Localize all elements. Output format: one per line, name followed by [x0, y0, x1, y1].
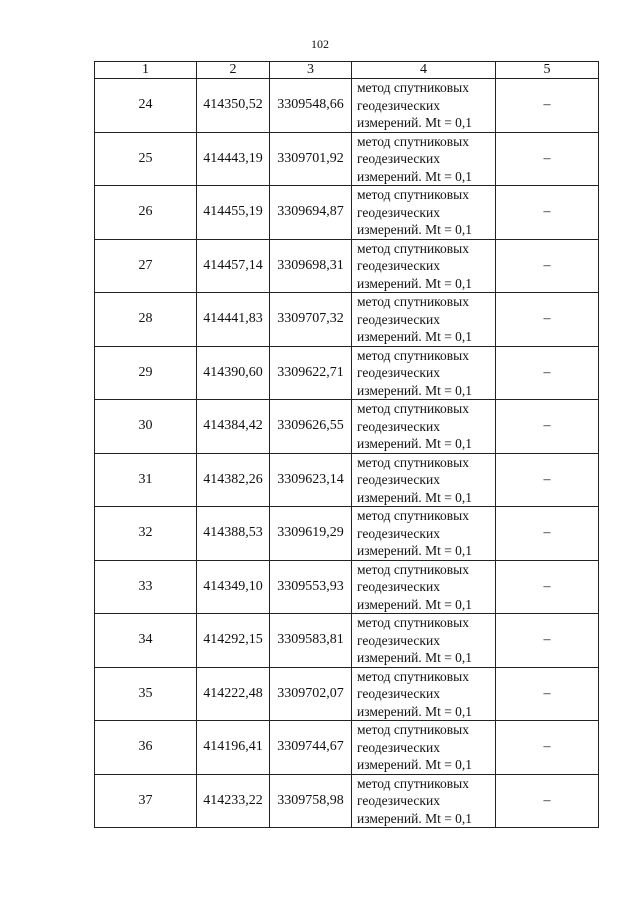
table-row [95, 614, 599, 668]
method-description [352, 667, 496, 721]
coordinate-x: 414233,22 [197, 774, 270, 828]
method-line-2: геодезических [357, 632, 440, 648]
table-row [95, 346, 599, 400]
method-description [352, 453, 496, 507]
method-description [352, 132, 496, 186]
table-row [95, 507, 599, 561]
coordinate-x: 414222,48 [197, 667, 270, 721]
method-line-1: метод спутниковых [357, 508, 469, 523]
method-line-3: измерений. Mt = 0,1 [357, 543, 473, 558]
point-number: 32 [95, 507, 197, 561]
method-line-2: геодезических [357, 525, 440, 541]
point-number: 26 [95, 186, 197, 240]
coordinate-x: 414390,60 [197, 346, 270, 400]
note-cell: – [496, 239, 599, 293]
point-number: 25 [95, 132, 197, 186]
table-row [95, 293, 599, 347]
coordinate-x: 414196,41 [197, 721, 270, 775]
note-cell: – [496, 453, 599, 507]
coordinate-y: 3309698,31 [270, 239, 352, 293]
method-description [352, 560, 496, 614]
point-number: 31 [95, 453, 197, 507]
method-line-1: метод спутниковых [357, 347, 469, 363]
note-cell: – [496, 346, 599, 400]
header-col-2: 2 [197, 62, 270, 79]
point-number: 34 [95, 614, 197, 668]
coordinate-x: 414382,26 [197, 453, 270, 507]
coordinate-y: 3309622,71 [270, 346, 352, 400]
note-cell: – [496, 186, 599, 240]
method-line-1: метод спутниковых [357, 294, 469, 309]
method-line-2: геодезических [357, 365, 440, 380]
note-cell: – [496, 774, 599, 828]
table-row [95, 186, 599, 240]
method-line-1: метод спутниковых [357, 775, 469, 791]
method-line-3: измерений. Mt = 0,1 [357, 703, 473, 719]
method-line-1: метод спутниковых [357, 80, 469, 95]
method-line-2: геодезических [357, 579, 440, 594]
note-cell: – [496, 293, 599, 347]
note-cell: – [496, 79, 599, 133]
coordinate-y: 3309583,81 [270, 614, 352, 668]
note-cell: – [496, 667, 599, 721]
note-cell: – [496, 132, 599, 186]
method-line-2: геодезических [357, 311, 440, 327]
coordinate-y: 3309744,67 [270, 721, 352, 775]
coordinate-x: 414455,19 [197, 186, 270, 240]
method-description [352, 239, 496, 293]
table-row [95, 79, 599, 133]
point-number: 36 [95, 721, 197, 775]
coordinate-y: 3309758,98 [270, 774, 352, 828]
method-line-3: измерений. Mt = 0,1 [357, 115, 473, 130]
method-line-3: измерений. Mt = 0,1 [357, 329, 473, 344]
point-number: 27 [95, 239, 197, 293]
method-description [352, 293, 496, 347]
method-line-2: геодезических [357, 258, 440, 273]
method-description [352, 79, 496, 133]
coordinate-y: 3309623,14 [270, 453, 352, 507]
point-number: 24 [95, 79, 197, 133]
method-line-2: геодезических [357, 418, 440, 434]
table-row [95, 560, 599, 614]
method-line-3: измерений. Mt = 0,1 [357, 810, 473, 826]
method-description [352, 774, 496, 828]
table-row [95, 721, 599, 775]
point-number: 28 [95, 293, 197, 347]
method-description [352, 507, 496, 561]
note-cell: – [496, 507, 599, 561]
method-line-3: измерений. Mt = 0,1 [357, 222, 473, 237]
coordinate-x: 414443,19 [197, 132, 270, 186]
point-number: 30 [95, 400, 197, 454]
method-line-2: геодезических [357, 739, 440, 755]
method-line-3: измерений. Mt = 0,1 [357, 757, 473, 772]
table-row [95, 667, 599, 721]
coordinate-y: 3309701,92 [270, 132, 352, 186]
coordinate-y: 3309619,29 [270, 507, 352, 561]
table-row [95, 453, 599, 507]
method-line-1: метод спутниковых [357, 187, 469, 202]
header-col-3: 3 [270, 62, 352, 79]
method-line-2: геодезических [357, 204, 440, 220]
coordinate-x: 414350,52 [197, 79, 270, 133]
coordinate-x: 414292,15 [197, 614, 270, 668]
coordinate-x: 414349,10 [197, 560, 270, 614]
point-number: 37 [95, 774, 197, 828]
coordinate-x: 414457,14 [197, 239, 270, 293]
note-cell: – [496, 400, 599, 454]
method-description [352, 346, 496, 400]
table-row [95, 132, 599, 186]
method-line-2: геодезических [357, 686, 440, 701]
method-description [352, 186, 496, 240]
coordinate-x: 414441,83 [197, 293, 270, 347]
method-description [352, 614, 496, 668]
point-number: 33 [95, 560, 197, 614]
method-line-3: измерений. Mt = 0,1 [357, 382, 473, 398]
method-description [352, 400, 496, 454]
point-number: 35 [95, 667, 197, 721]
coordinate-x: 414384,42 [197, 400, 270, 454]
coordinate-y: 3309702,07 [270, 667, 352, 721]
method-line-1: метод спутниковых [357, 722, 469, 737]
header-col-5: 5 [496, 62, 599, 79]
coordinate-y: 3309553,93 [270, 560, 352, 614]
table-body [95, 79, 599, 828]
table-row [95, 400, 599, 454]
method-line-2: геодезических [357, 472, 440, 487]
point-number: 29 [95, 346, 197, 400]
method-line-3: измерений. Mt = 0,1 [357, 650, 473, 665]
method-description [352, 721, 496, 775]
note-cell: – [496, 614, 599, 668]
method-line-3: измерений. Mt = 0,1 [357, 275, 473, 291]
method-line-3: измерений. Mt = 0,1 [357, 168, 473, 184]
coordinate-y: 3309626,55 [270, 400, 352, 454]
method-line-2: геодезических [357, 151, 440, 166]
method-line-2: геодезических [357, 97, 440, 113]
method-line-3: измерений. Mt = 0,1 [357, 489, 473, 505]
method-line-3: измерений. Mt = 0,1 [357, 436, 473, 451]
method-line-1: метод спутниковых [357, 668, 469, 684]
method-line-1: метод спутниковых [357, 133, 469, 149]
coordinates-table [94, 61, 599, 828]
method-line-1: метод спутниковых [357, 240, 469, 256]
note-cell: – [496, 560, 599, 614]
table-row [95, 239, 599, 293]
method-line-1: метод спутниковых [357, 454, 469, 470]
method-line-3: измерений. Mt = 0,1 [357, 596, 473, 612]
coordinate-x: 414388,53 [197, 507, 270, 561]
method-line-1: метод спутниковых [357, 401, 469, 416]
coordinate-y: 3309707,32 [270, 293, 352, 347]
note-cell: – [496, 721, 599, 775]
table-header-row [95, 62, 599, 79]
header-col-4: 4 [352, 62, 496, 79]
method-line-1: метод спутниковых [357, 561, 469, 577]
coordinate-y: 3309694,87 [270, 186, 352, 240]
coordinate-y: 3309548,66 [270, 79, 352, 133]
table-row [95, 774, 599, 828]
method-line-2: геодезических [357, 793, 440, 808]
page-number: 102 [311, 37, 329, 51]
header-col-1: 1 [95, 62, 197, 79]
method-line-1: метод спутниковых [357, 615, 469, 630]
